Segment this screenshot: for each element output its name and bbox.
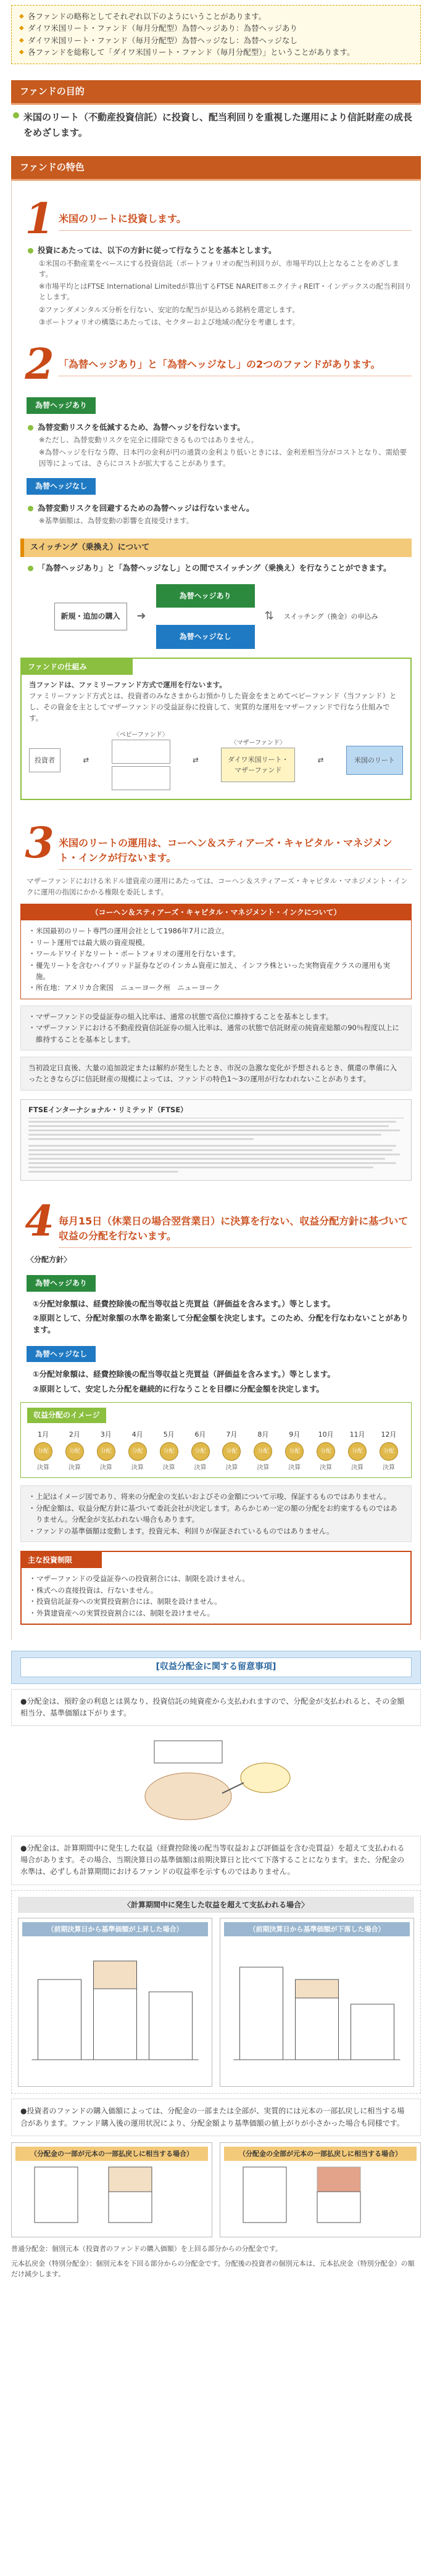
sub-text: ③ポートフォリオの構築にあたっては、セクターおよび地域の配分を考慮します。: [39, 317, 300, 326]
swap-arrows-icon: ⇅: [264, 609, 274, 623]
caveat-paragraph: ●分配金は、預貯金の利息とは異なり、投資信託の純資産から支払われますので、分配金が支払われると、その金額相当分、基準価額は下がります。: [11, 1689, 421, 1726]
coin-icon: 分配: [65, 1442, 84, 1461]
col-header: （前期決算日から基準価額が下落した場合）: [224, 1922, 410, 1936]
feature-number: 3: [25, 819, 54, 869]
baby-fund-label: 〈ベビーファンド〉: [113, 731, 168, 738]
settlement-label: 決算: [382, 1464, 395, 1471]
text-line: [28, 1138, 254, 1140]
arrow-bidirectional-icon: ⇄: [83, 755, 89, 764]
settlement-label: 決算: [99, 1464, 112, 1471]
list-item: ・ リート運用では最大級の資産規模。: [28, 937, 404, 948]
col-header: （前期決算日から基準価額が上昇した場合）: [22, 1922, 208, 1936]
mechanism-body: [22, 675, 410, 799]
ftse-title: FTSEインターナショナル・リミテッド（FTSE）: [28, 1105, 404, 1118]
ftse-disclaimer: [20, 1099, 412, 1181]
month-item: [344, 1429, 371, 1473]
sub-text: ※為替ヘッジを行なう際、日本円の金利が円の通貨の金利より低いときには、金利差相当分がコストとなり、需給要因等によっては、さらにコストが拡大することがあります。: [39, 448, 407, 468]
month-item: [187, 1429, 214, 1473]
footnote: 普通分配金：個別元本（投資者のファンドの購入価額）を上回る部分からの分配金です。: [11, 2245, 282, 2253]
month-item: [124, 1429, 151, 1473]
month-item: [156, 1429, 183, 1473]
list-item: ・ マザーファンドの受益証券の組入比率は、通常の状態で高位に維持することを基本とします。: [28, 1011, 404, 1022]
sub-text: ※ただし、為替変動リスクを完全に排除できるものではありません。: [39, 436, 259, 445]
baby-fund-b: 為替ヘッジなし: [112, 766, 170, 790]
features-header: ファンドの特色: [11, 156, 421, 181]
text-line: [28, 1162, 396, 1164]
coin-icon: 分配: [160, 1442, 178, 1461]
baby-fund-group: [112, 730, 170, 791]
feature-2-title: [20, 340, 412, 390]
fund-mechanism: [20, 658, 412, 800]
list-item: ・ 投資信託証券への実質投資割合には、制限を設けません。: [29, 1596, 403, 1607]
list-item: ・ 所在地：アメリカ合衆国 ニューヨーク州 ニューヨーク: [28, 982, 404, 993]
policy-item: ①分配対象額は、経費控除後の配当等収益と売買益（評価益を含みます。）等とします。: [33, 1298, 335, 1308]
chart-title: 〈計算期間中に発生した収益を超えて支払われる場合〉: [18, 1897, 414, 1913]
month-item: [249, 1429, 276, 1473]
mechanism-lead: 当ファンドは、ファミリーファンド方式で運用を行ないます。: [29, 680, 226, 690]
abbreviation-notice: [11, 5, 421, 64]
month-label: 5月: [163, 1430, 175, 1439]
distribution-image: [20, 1402, 412, 1478]
coin-icon: 分配: [380, 1442, 398, 1461]
caveat-note: 当初設定日直後、大量の追加設定または解約が発生したとき、市況の急激な変化が予想されるとき、償還の準備に入ったときならびに信託財産の規模によっては、ファンドの特色1～3の運用が行なわれないことがあります。: [20, 1057, 412, 1091]
sub-text: ②ファンダメンタルズ分析を行ない、安定的な配当が見込める銘柄を選定します。: [39, 305, 299, 314]
col-header: （分配金の一部が元本の一部払戻しに相当する場合）: [15, 2147, 208, 2161]
principal-diagram-b: [224, 2161, 417, 2229]
notice-item: ◆ ダイワ米国リート・ファンド（毎月分配型）為替ヘッジあり：為替ヘッジあり: [19, 22, 413, 34]
month-label: 9月: [289, 1430, 301, 1439]
distribution-chart-area: [11, 1890, 421, 2094]
text-line: [28, 1125, 389, 1127]
coin-icon: 分配: [128, 1442, 147, 1461]
hedge-tag-b: 為替ヘッジなし: [27, 1346, 96, 1363]
month-label: 6月: [194, 1430, 206, 1439]
sub-text: ※基準価額は、為替変動の影響を直接受けます。: [39, 516, 194, 525]
month-item: [375, 1429, 402, 1473]
settlement-label: 決算: [37, 1464, 49, 1471]
policy-item: ①分配対象額は、経費控除後の配当等収益と売買益（評価益を含みます。）等とします。: [33, 1369, 335, 1379]
feature-heading: 米国のリートに投資します。: [59, 200, 412, 231]
principal-diagram-a: [15, 2161, 208, 2229]
coin-icon: 分配: [191, 1442, 210, 1461]
chart-col-fall: [220, 1918, 414, 2087]
manager-list: [21, 920, 411, 998]
notice-item: ◆ ダイワ米国リート・ファンド（毎月分配型）為替ヘッジなし：為替ヘッジなし: [19, 35, 413, 46]
list-item: ・ 米国最初のリート専門の運用会社として1986年7月に設立。: [28, 925, 404, 936]
caveat-paragraph: ●投資者のファンドの購入価額によっては、分配金の一部または全部が、実質的には元本の一部払戻しに相当する場合があります。ファンド購入後の運用状況により、分配金額より基準価額の値上がりが小さかった場合も同様です。: [11, 2099, 421, 2136]
settlement-label: 決算: [288, 1464, 301, 1471]
list-item: ・ ファンドの基準価額は変動します。投資元本、利回りが保証されているものではありません。: [28, 1525, 404, 1537]
features-body: [11, 181, 421, 1640]
col-header: （分配金の全部が元本の一部払戻しに相当する場合）: [224, 2147, 417, 2161]
distribution-illustration: [11, 1735, 421, 1827]
image-notes: [20, 1485, 412, 1542]
month-label: 10月: [318, 1430, 334, 1439]
policy-label: 〈分配方針〉: [27, 1255, 72, 1264]
feature-number: 2: [25, 340, 54, 390]
list-item: ・ マザーファンドにおける不動産投資信託証券の組入比率は、通常の状態で信託財産の純資産総額の90％程度以上に維持することを基本とします。: [28, 1022, 404, 1045]
investor-box: 投資者: [29, 748, 60, 772]
notice-item: ◆ 各ファンドを総称して「ダイワ米国リート・ファンド（毎月分配型）」ということがあります。: [19, 46, 413, 58]
text-line: [28, 1129, 400, 1131]
switching-diagram: [20, 584, 412, 649]
fund-hedged: 為替ヘッジあり: [156, 584, 255, 608]
fund-unhedged: 為替ヘッジなし: [156, 625, 255, 649]
feature-heading: 「為替ヘッジあり」と「為替ヘッジなし」の2つのファンドがあります。: [59, 346, 412, 376]
bullet: 為替変動リスクを回避するための為替ヘッジは行ないません。: [27, 502, 412, 514]
month-item: [218, 1429, 245, 1473]
arrow-right-icon: ➜: [136, 609, 146, 623]
purchase-box: 新規・追加の購入: [54, 603, 127, 630]
list-item: ・ 分配金額は、収益分配方針に基づいて委託会社が決定します。あらかじめ一定の額の分配をお約束するものではありません。分配金が支払われない場合もあります。: [28, 1503, 404, 1525]
bullet: 為替変動リスクを低減するため、為替ヘッジを行ないます。: [27, 421, 412, 433]
text-line: [28, 1158, 385, 1160]
principal-col-a: [11, 2142, 212, 2237]
policy-item: ②原則として、分配対象額の水準を勘案して分配金額を決定します。このため、分配を行なわないことがあります。: [33, 1313, 409, 1335]
coin-icon: 分配: [97, 1442, 115, 1461]
coin-icon: 分配: [317, 1442, 335, 1461]
sub-text: マザーファンドにおける米ドル建資産の運用にあたっては、コーヘン＆スティアーズ・キャピタル・マネジメント・インクに運用の指図にかかる権限を委託します。: [27, 877, 408, 896]
chart-col-rise: [18, 1918, 212, 2087]
month-label: 1月: [38, 1430, 49, 1439]
month-label: 7月: [226, 1430, 238, 1439]
arrow-bidirectional-icon: ⇄: [193, 755, 199, 764]
month-label: 2月: [69, 1430, 80, 1439]
coin-icon: 分配: [348, 1442, 367, 1461]
switching-header: スイッチング（乗換え）について: [20, 539, 412, 557]
caveat-paragraph: ●分配金は、計算期間中に発生した収益（経費控除後の配当等収益および評価益を含む売買益）を超えて支払われる場合があります。その場合、当期決算日の基準価額は前期決算日と比べて下落することになります。また、分配金の水準は、必ずしも計算期間におけるファンドの収益率を示すものではありません。: [11, 1836, 421, 1885]
sub-text: ①米国の不動産業をベースにする投資信託（ポートフォリオの配当利回りが、市場平均以上となることをめざします。: [39, 258, 399, 278]
notice-item: ◆ 各ファンドの略称としてそれぞれ以下のようにいうことがあります。: [19, 10, 413, 22]
principal-columns: [11, 2142, 421, 2237]
us-reit-box: 米国のリート: [346, 746, 403, 775]
text-line: [28, 1154, 400, 1155]
allocation-note: [20, 1005, 412, 1051]
switch-label: スイッチング（換金）の申込み: [283, 612, 378, 621]
feature-number: 4: [25, 1196, 54, 1246]
month-label: 4月: [131, 1430, 143, 1439]
month-label: 3月: [100, 1430, 112, 1439]
limits-header: 主な投資制限: [22, 1552, 102, 1569]
fund-column: [156, 584, 255, 649]
mother-fund-group: [221, 738, 295, 783]
feature-heading: 米国のリートの運用は、コーヘン＆スティアーズ・キャピタル・マネジメント・インクが行ないます。: [59, 825, 412, 870]
mother-fund-label: 〈マザーファンド〉: [230, 739, 286, 746]
hedge-tag-b: 為替ヘッジなし: [27, 478, 96, 495]
caveats-header: [収益分配金に関する留意事項]: [20, 1657, 412, 1677]
principal-col-b: [220, 2142, 421, 2237]
mechanism-header: ファンドの仕組み: [22, 659, 133, 675]
text-line: [28, 1121, 396, 1123]
chart-columns: [18, 1918, 414, 2087]
mechanism-desc: ファミリーファンド方式とは、投資者のみなさまからお預かりした資金をまとめてベビーファンド（当ファンド）とし、その資金を主としてマザーファンドの受益証券に投資して、実質的な運用をマザーファンドで行なう仕組みです。: [29, 691, 397, 722]
settlement-label: 決算: [131, 1464, 144, 1471]
hedge-tag-a: 為替ヘッジあり: [27, 397, 96, 414]
distribution-caveats: [11, 1651, 421, 1684]
month-label: 8月: [257, 1430, 269, 1439]
month-label: 12月: [381, 1430, 397, 1439]
mechanism-diagram: [29, 730, 403, 791]
list-item: ・ 外貨建資産への実質投資割合には、制限を設けません。: [29, 1608, 403, 1619]
feature-1-title: [20, 194, 412, 244]
fall-diagram: [224, 1936, 410, 2078]
settlement-label: 決算: [320, 1464, 333, 1471]
investment-limits: [20, 1551, 412, 1625]
list-item: ・ ワールドワイドなリート・ポートフォリオの運用を行ないます。: [28, 948, 404, 959]
mother-fund: ダイワ米国リート・マザーファンド: [221, 748, 295, 782]
footnote: 元本払戻金（特別分配金）：個別元本を下回る部分からの分配金です。分配後の投資者の個別元本は、元本払戻金（特別分配金）の額だけ減少します。: [11, 2259, 415, 2279]
sub-text: ※市場平均とはFTSE International Limitedが算出するFTSE NAREIT®エクイティREIT・インデックスの配当利回りとします。: [39, 282, 412, 302]
feature-3-title: [20, 819, 412, 870]
months-row: [27, 1429, 405, 1473]
coin-icon: 分配: [222, 1442, 241, 1461]
image-header: 収益分配のイメージ: [27, 1408, 106, 1423]
list-item: ・ 優先リートを含むハイブリッド証券などのインカム資産に加え、インフラ株といった実物資産クラスの運用も実施。: [28, 960, 404, 983]
text-line: [28, 1145, 396, 1147]
baby-fund-a: 為替ヘッジあり: [112, 740, 170, 764]
list-item: ・ マザーファンドの受益証券への投資割合には、制限を設けません。: [29, 1573, 403, 1584]
month-item: [93, 1429, 120, 1473]
purpose-header: ファンドの目的: [11, 80, 421, 105]
feature-4-title: [20, 1196, 412, 1248]
coin-icon: 分配: [254, 1442, 272, 1461]
text-line: [28, 1171, 178, 1173]
bullet: 「為替ヘッジあり」と「為替ヘッジなし」との間でスイッチング（乗換え）を行なうことができます。: [27, 562, 412, 574]
settlement-label: 決算: [68, 1464, 81, 1471]
settlement-label: 決算: [257, 1464, 270, 1471]
feature-number: 1: [25, 194, 54, 244]
manager-info: [20, 904, 412, 999]
text-line: [28, 1166, 373, 1168]
arrow-bidirectional-icon: ⇄: [317, 755, 324, 764]
coin-icon: 分配: [285, 1442, 304, 1461]
manager-header: （コーヘン＆スティアーズ・キャピタル・マネジメント・インクについて）: [21, 904, 411, 921]
settlement-label: 決算: [162, 1464, 175, 1471]
policy-item: ②原則として、安定した分配を継続的に行なうことを目標に分配金額を決定します。: [33, 1384, 324, 1393]
fund-assets-illustration: [117, 1735, 315, 1827]
rise-diagram: [22, 1936, 208, 2078]
list-item: ・ 株式への直接投資は、行ないません。: [29, 1585, 403, 1596]
coin-icon: 分配: [34, 1442, 52, 1461]
month-label: 11月: [349, 1430, 365, 1439]
list-item: ・ 上記はイメージ図であり、将来の分配金の支払いおよびその金額について示唆、保証するものではありません。: [28, 1491, 404, 1502]
settlement-label: 決算: [225, 1464, 238, 1471]
month-item: [312, 1429, 339, 1473]
purpose-text: 米国のリート（不動産投資信託）に投資し、配当利回りを重視した運用により信託財産の成長をめざします。: [11, 105, 421, 156]
text-line: [28, 1149, 393, 1151]
bullet: 投資にあたっては、以下の方針に従って行なうことを基本とします。: [27, 244, 412, 256]
feature-heading: 毎月15日（休業日の場合翌営業日）に決算を行ない、収益分配方針に基づいて収益の分配を行ないます。: [59, 1203, 412, 1248]
month-item: [281, 1429, 308, 1473]
month-item: [61, 1429, 88, 1473]
limits-list: [22, 1568, 410, 1624]
text-line: [28, 1134, 381, 1136]
settlement-label: 決算: [351, 1464, 364, 1471]
hedge-tag-a: 為替ヘッジあり: [27, 1275, 96, 1292]
month-item: [30, 1429, 57, 1473]
settlement-label: 決算: [194, 1464, 207, 1471]
